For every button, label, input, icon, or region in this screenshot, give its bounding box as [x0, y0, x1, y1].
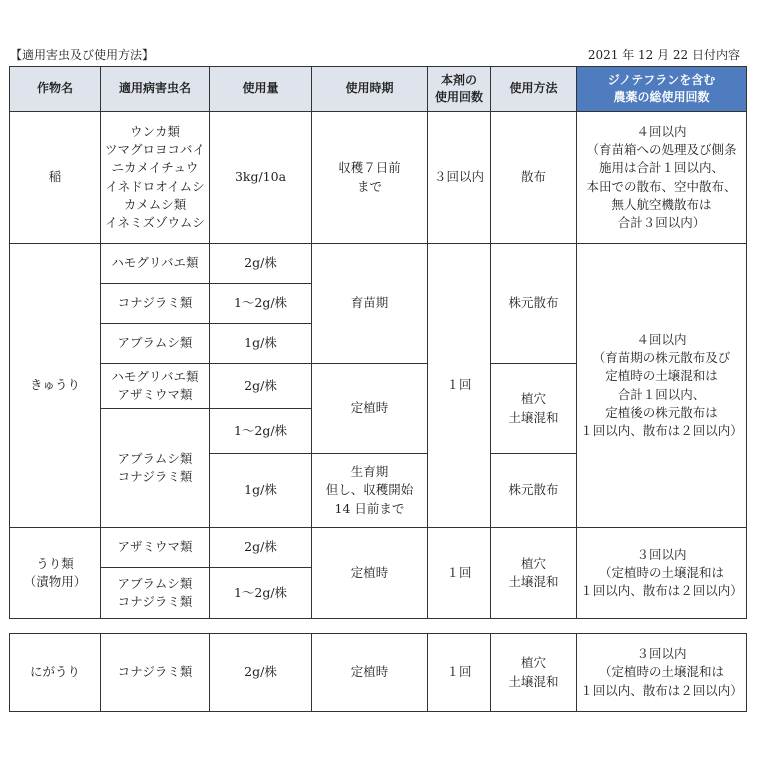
section-title: 【適用害虫及び使用方法】: [10, 48, 155, 62]
pest: コナジラミ類: [101, 634, 210, 712]
method: 植穴 土壌混和: [491, 364, 577, 454]
pest-item: ウンカ類: [129, 124, 180, 140]
amount: 1～2g/株: [210, 284, 312, 324]
method: 株元散布: [491, 244, 577, 364]
count: １回: [428, 528, 491, 619]
timing: 定植時: [312, 528, 428, 619]
method: 散布: [491, 112, 577, 244]
pest-item: イネミズゾウムシ: [105, 214, 205, 230]
pest-item: ニカメイチュウ: [111, 160, 199, 176]
col-amount: 使用量: [210, 67, 312, 112]
amount: 3kg/10a: [210, 112, 312, 244]
col-crop: 作物名: [10, 67, 101, 112]
amount: 1g/株: [210, 324, 312, 364]
count: ３回以内: [428, 112, 491, 244]
pest-item: カメムシ類: [123, 196, 187, 212]
pest: ハモグリバエ類: [101, 244, 210, 284]
pest: アブラムシ類 コナジラミ類: [101, 568, 210, 619]
spacer: [10, 619, 747, 634]
table-row: [10, 634, 747, 712]
amount: 2g/株: [210, 364, 312, 409]
total-usage: ４回以内 （育苗期の株元散布及び 定植時の土壌混和は 合計１回以内、 定植後の株元散布は １回以内、散布は２回以内）: [577, 244, 747, 528]
usage-table: [9, 66, 747, 712]
count: １回: [428, 244, 491, 528]
col-timing: 使用時期: [312, 67, 428, 112]
crop-melon: うり類 （漬物用）: [10, 528, 101, 619]
amount: 2g/株: [210, 528, 312, 568]
crop-bitter-gourd: にがうり: [10, 634, 101, 712]
crop-cucumber: きゅうり: [10, 244, 101, 528]
amount: 2g/株: [210, 634, 312, 712]
col-pest: 適用病害虫名: [101, 67, 210, 112]
pest-item: イネドロオイムシ: [105, 178, 205, 194]
pest: コナジラミ類: [101, 284, 210, 324]
col-count: 本剤の 使用回数: [428, 67, 491, 112]
amount: 1～2g/株: [210, 568, 312, 619]
total-usage: ４回以内 （育苗箱への処理及び側条 施用は合計１回以内、 本田での散布、空中散布、 無人航空機散布は 合計３回以内）: [577, 112, 747, 244]
amount: 2g/株: [210, 244, 312, 284]
crop-rice: 稲: [10, 112, 101, 244]
pest: ハモグリバエ類 アザミウマ類: [101, 364, 210, 409]
total-usage: ３回以内 （定植時の土壌混和は １回以内、散布は２回以内）: [577, 528, 747, 619]
row-spacer: [10, 619, 747, 634]
timing: 育苗期: [312, 244, 428, 364]
table-row: [10, 244, 747, 284]
pest: アブラムシ類: [101, 324, 210, 364]
amount: 1g/株: [210, 454, 312, 528]
timing: 収穫７日前 まで: [312, 112, 428, 244]
table-row: [10, 112, 747, 244]
revision-date: 2021 年 12 月 22 日付内容: [587, 48, 740, 62]
timing: 生育期 但し、収穫開始 14 日前まで: [312, 454, 428, 528]
timing: 定植時: [312, 364, 428, 454]
header-row: [10, 67, 747, 112]
col-method: 使用方法: [491, 67, 577, 112]
col-total: ジノテフランを含む 農薬の総使用回数: [577, 67, 747, 112]
pest: アザミウマ類: [101, 528, 210, 568]
method: 植穴 土壌混和: [491, 528, 577, 619]
method: 株元散布: [491, 454, 577, 528]
pest-item: ツマグロヨコバイ: [104, 142, 205, 158]
pest: アブラムシ類 コナジラミ類: [101, 409, 210, 528]
method: 植穴 土壌混和: [491, 634, 577, 712]
count: １回: [428, 634, 491, 712]
amount: 1～2g/株: [210, 409, 312, 454]
pest-list-rice: [101, 112, 210, 244]
total-usage: ３回以内 （定植時の土壌混和は １回以内、散布は２回以内）: [577, 634, 747, 712]
table-row: [10, 528, 747, 568]
timing: 定植時: [312, 634, 428, 712]
